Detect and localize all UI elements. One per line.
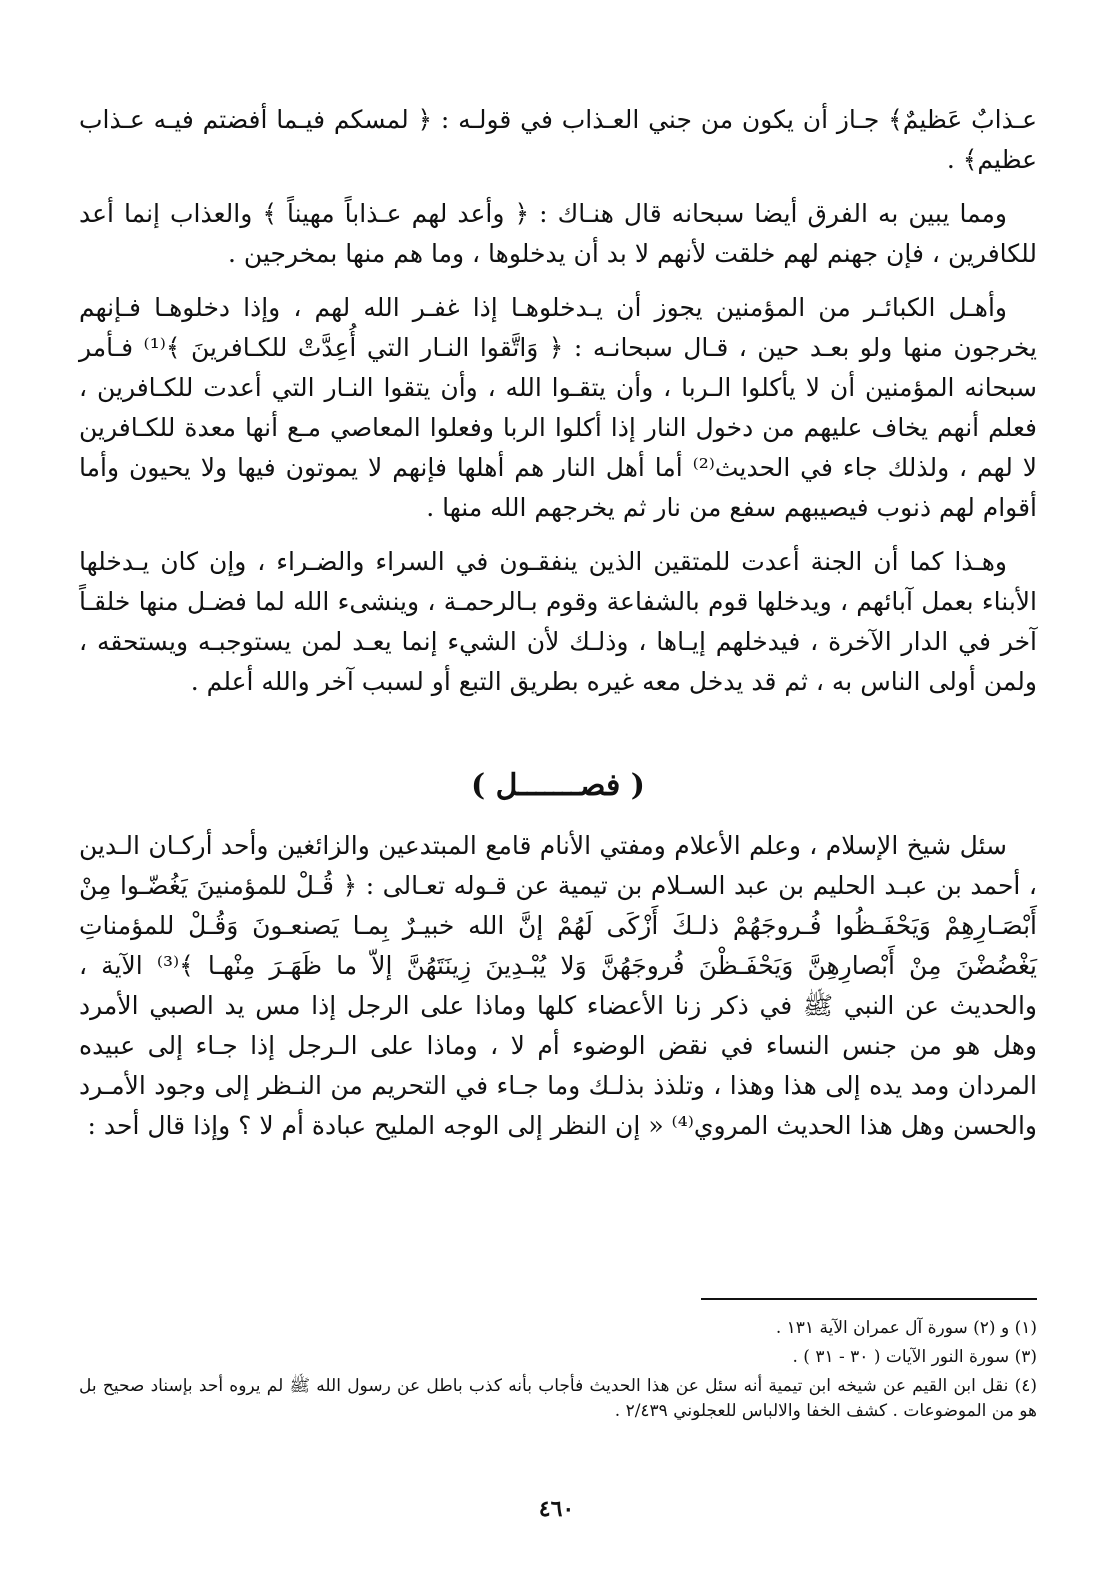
footnote-4: (٤) نقل ابن القيم عن شيخه ابن تيمية أنه سئل عن هذا الحديث فأجاب بأنه كذب باطل عن رسول الله ﷺ لم يروه أحد بإسناد صحيح بل هو من الموضوعات . كشف الخفا والالباس للعجلوني ٢/٤٣٩ . — [79, 1376, 1037, 1421]
paragraph-4: وهـذا كما أن الجنة أعدت للمتقين الذين ينفقـون في السراء والضـراء ، وإن كان يـدخلها الأبناء بعمل آبائهم ، ويدخلها قوم بالشفاعة وقوم بـالرحمـة ، وينشىء الله لما فضـل منها خلقـاً آخر في الدار الآخرة ، فيدخلهم إيـاها ، وذلـك لأن الشيء إنما يعـد لمن يستوجبـه ويستحقه ، ولمن أولى الناس به ، ثم قد يدخل معه غيره بطريق التبع أو لسبب آخر والله أعلم . — [79, 547, 1037, 696]
page-number: ٤٦٠ — [538, 1496, 575, 1522]
footnote-divider — [701, 1298, 1037, 1300]
footnotes — [79, 1316, 1037, 1428]
footnote-3: (٣) سورة النور الآيات ( ٣٠ - ٣١ ) . — [792, 1347, 1037, 1367]
paragraph-3: وأهـل الكبائـر من المؤمنين يجوز أن يـدخلوهـا إذا غفـر الله لهم ، وإذا دخلوهـا فـإنهم يخرجون منها ولو بعـد حين ، قـال سبحانـه : ﴿ وَاتَّقوا النـار التي أُعِدَّتْ للكـافرينَ ﴾⁽¹⁾ فـأمر سبحانه المؤمنين أن لا يأكلوا الـربا ، وأن يتقـوا الله ، وأن يتقوا النـار التي أعدت للكـافرين ، فعلم أنهم يخاف عليهم من دخول النار إذا أكلوا الربا وفعلوا المعاصي مـع أنها معدة للكـافرين لا لهم ، ولذلك جاء في الحديث⁽²⁾ أما أهل النار هم أهلها فإنهم لا يموتون فيها ولا يحيون وأما أقوام لهم ذنوب فيصيبهم سفع من نار ثم يخرجهم الله منها . — [79, 293, 1037, 522]
paragraph-1: عـذابٌ عَظيمٌ﴾ جـاز أن يكون من جني العـذاب في قولـه : ﴿ لمسكم فيـما أفضتم فيـه عـذاب عظيم﴾ . — [79, 105, 1037, 174]
main-text-body — [79, 100, 1037, 1160]
paragraph-2: ومما يبين به الفرق أيضا سبحانه قال هنـاك : ﴿ وأعد لهم عـذاباً مهيناً ﴾ والعذاب إنما أعد للكافرين ، فإن جهنم لهم خلقت لأنهم لا بد أن يدخلوها ، وما هم منها بمخرجين . — [79, 199, 1037, 268]
section-paragraph: سئل شيخ الإسلام ، وعلم الأعلام ومفتي الأنام قامع المبتدعين والزائغين وأحد أركـان الـدين ، أحمد بن عبـد الحليم بن عبد السـلام بن تيمية عن قـوله تعـالى : ﴿ قُـلْ للمؤمنينَ يَغُضّـوا مِنْ أَبْصَـارِهِمْ وَيَحْفَـظُوا فُـروجَهُمْ ذلـكَ أَزْكَى لَهُمْ إنَّ الله خبيـرٌ بِمـا يَصنعـونَ وَقُـلْ للمؤمناتِ يَغْضُضْنَ مِنْ أَبْصارِهِنَّ وَيَحْفَـظْنَ فُروجَهُنَّ وَلا يُبْـدِينَ زِينَتَهُنَّ إلاّ ما ظَهَـرَ مِنْهـا ﴾⁽³⁾ الآية ، والحديث عن النبي ﷺ في ذكر زنا الأعضاء كلها وماذا على الرجل إذا مس يد الصبي الأمرد وهل هو من جنس النساء في نقض الوضوء أم لا ، وماذا على الـرجل إذا جـاء إلى عبيده المردان ومد يده إلى هذا وهذا ، وتلذذ بذلـك وما جـاء في التحريم من النـظر إلى وجود الأمـرد والحسن وهل هذا الحديث المروي⁽⁴⁾ « إن النظر إلى الوجه المليح عبادة أم لا ؟ وإذا قال أحد : — [79, 831, 1037, 1140]
section-heading-fasl: ( فصـــــــل ) — [471, 768, 645, 803]
footnote-1-2: (١) و (٢) سورة آل عمران الآية ١٣١ . — [775, 1318, 1037, 1338]
